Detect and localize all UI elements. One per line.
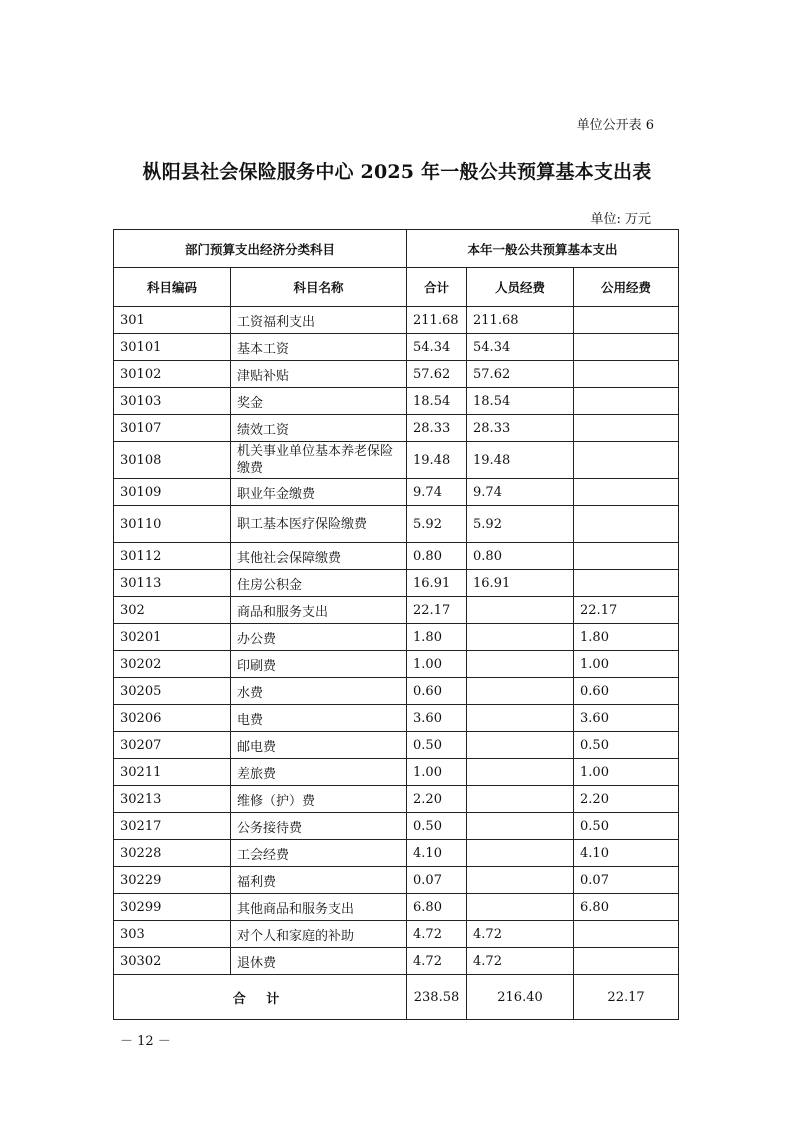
row-public-cell: 0.50	[574, 732, 679, 759]
row-total-cell: 16.91	[407, 570, 467, 597]
row-public-cell	[574, 948, 679, 975]
table-row	[114, 894, 679, 921]
table-row	[114, 813, 679, 840]
row-name-cell: 印刷费	[231, 651, 407, 678]
row-personnel-cell	[467, 705, 574, 732]
table-row	[114, 415, 679, 442]
row-public-cell: 2.20	[574, 786, 679, 813]
row-total-cell: 4.72	[407, 921, 467, 948]
row-code-cell: 30110	[114, 506, 231, 543]
budget-table	[113, 229, 679, 1020]
row-public-cell: 1.80	[574, 624, 679, 651]
row-public-cell	[574, 543, 679, 570]
row-public-cell: 0.07	[574, 867, 679, 894]
row-code-cell: 30229	[114, 867, 231, 894]
table-row	[114, 867, 679, 894]
row-personnel-cell	[467, 840, 574, 867]
table-row	[114, 334, 679, 361]
row-total-cell: 54.34	[407, 334, 467, 361]
row-code-cell: 30113	[114, 570, 231, 597]
column-header-personnel: 人员经费	[467, 268, 574, 307]
row-public-cell	[574, 307, 679, 334]
row-public-cell	[574, 388, 679, 415]
row-personnel-cell	[467, 894, 574, 921]
row-code-cell: 30102	[114, 361, 231, 388]
row-name-cell: 办公费	[231, 624, 407, 651]
row-personnel-cell	[467, 651, 574, 678]
row-public-cell	[574, 334, 679, 361]
row-total-cell: 57.62	[407, 361, 467, 388]
row-code-cell: 301	[114, 307, 231, 334]
row-code-cell: 30299	[114, 894, 231, 921]
row-public-cell	[574, 361, 679, 388]
row-code-cell: 303	[114, 921, 231, 948]
row-name-cell: 福利费	[231, 867, 407, 894]
row-public-cell: 4.10	[574, 840, 679, 867]
row-personnel-cell: 18.54	[467, 388, 574, 415]
table-row	[114, 624, 679, 651]
table-row	[114, 543, 679, 570]
row-public-cell	[574, 570, 679, 597]
row-personnel-cell: 4.72	[467, 921, 574, 948]
table-row	[114, 479, 679, 506]
row-code-cell: 30109	[114, 479, 231, 506]
row-total-cell: 0.60	[407, 678, 467, 705]
total-personnel-value: 216.40	[467, 975, 574, 1020]
row-total-cell: 1.80	[407, 624, 467, 651]
column-header-name: 科目名称	[231, 268, 407, 307]
table-row	[114, 759, 679, 786]
group-header-basic-expenditure: 本年一般公共预算基本支出	[407, 230, 679, 268]
row-name-cell: 职工基本医疗保险缴费	[231, 506, 407, 543]
table-row	[114, 442, 679, 479]
row-total-cell: 2.20	[407, 786, 467, 813]
row-personnel-cell	[467, 624, 574, 651]
table-row	[114, 786, 679, 813]
table-row	[114, 307, 679, 334]
row-name-cell: 差旅费	[231, 759, 407, 786]
row-name-cell: 工资福利支出	[231, 307, 407, 334]
row-total-cell: 9.74	[407, 479, 467, 506]
row-code-cell: 30217	[114, 813, 231, 840]
unit-label: 单位: 万元	[590, 212, 651, 227]
row-code-cell: 30213	[114, 786, 231, 813]
column-header-total: 合计	[407, 268, 467, 307]
row-personnel-cell	[467, 867, 574, 894]
row-code-cell: 30228	[114, 840, 231, 867]
row-personnel-cell	[467, 786, 574, 813]
row-personnel-cell: 9.74	[467, 479, 574, 506]
row-code-cell: 30201	[114, 624, 231, 651]
row-personnel-cell: 54.34	[467, 334, 574, 361]
row-name-cell: 其他社会保障缴费	[231, 543, 407, 570]
row-personnel-cell: 28.33	[467, 415, 574, 442]
table-row	[114, 732, 679, 759]
table-row	[114, 678, 679, 705]
row-total-cell: 28.33	[407, 415, 467, 442]
row-personnel-cell: 0.80	[467, 543, 574, 570]
row-total-cell: 0.80	[407, 543, 467, 570]
row-total-cell: 211.68	[407, 307, 467, 334]
row-personnel-cell: 5.92	[467, 506, 574, 543]
row-name-cell: 机关事业单位基本养老保险缴费	[231, 442, 407, 479]
table-row	[114, 840, 679, 867]
row-name-cell: 住房公积金	[231, 570, 407, 597]
row-personnel-cell: 4.72	[467, 948, 574, 975]
row-total-cell: 18.54	[407, 388, 467, 415]
row-name-cell: 基本工资	[231, 334, 407, 361]
row-name-cell: 电费	[231, 705, 407, 732]
row-personnel-cell	[467, 759, 574, 786]
row-name-cell: 退休费	[231, 948, 407, 975]
row-personnel-cell: 16.91	[467, 570, 574, 597]
table-row	[114, 570, 679, 597]
row-total-cell: 1.00	[407, 651, 467, 678]
row-personnel-cell: 211.68	[467, 307, 574, 334]
row-total-cell: 0.50	[407, 732, 467, 759]
row-name-cell: 公务接待费	[231, 813, 407, 840]
row-name-cell: 邮电费	[231, 732, 407, 759]
row-code-cell: 30206	[114, 705, 231, 732]
row-code-cell: 30211	[114, 759, 231, 786]
row-name-cell: 水费	[231, 678, 407, 705]
row-total-cell: 4.72	[407, 948, 467, 975]
row-code-cell: 302	[114, 597, 231, 624]
row-code-cell: 30205	[114, 678, 231, 705]
table-row	[114, 597, 679, 624]
row-personnel-cell	[467, 678, 574, 705]
row-code-cell: 30202	[114, 651, 231, 678]
row-total-cell: 5.92	[407, 506, 467, 543]
table-body	[114, 307, 679, 975]
row-public-cell	[574, 479, 679, 506]
row-code-cell: 30302	[114, 948, 231, 975]
row-name-cell: 职业年金缴费	[231, 479, 407, 506]
row-public-cell	[574, 506, 679, 543]
row-public-cell: 0.50	[574, 813, 679, 840]
row-total-cell: 0.50	[407, 813, 467, 840]
row-total-cell: 6.80	[407, 894, 467, 921]
row-total-cell: 19.48	[407, 442, 467, 479]
table-column-header-row	[114, 268, 679, 307]
row-name-cell: 津贴补贴	[231, 361, 407, 388]
total-public-value: 22.17	[574, 975, 679, 1020]
row-total-cell: 1.00	[407, 759, 467, 786]
row-code-cell: 30207	[114, 732, 231, 759]
row-public-cell	[574, 442, 679, 479]
row-total-cell: 22.17	[407, 597, 467, 624]
row-code-cell: 30112	[114, 543, 231, 570]
table-row	[114, 705, 679, 732]
row-public-cell: 22.17	[574, 597, 679, 624]
table-row	[114, 651, 679, 678]
row-personnel-cell	[467, 732, 574, 759]
row-public-cell: 6.80	[574, 894, 679, 921]
group-header-economic-class: 部门预算支出经济分类科目	[114, 230, 407, 268]
row-total-cell: 0.07	[407, 867, 467, 894]
row-code-cell: 30101	[114, 334, 231, 361]
table-row	[114, 921, 679, 948]
row-name-cell: 维修（护）费	[231, 786, 407, 813]
page-title: 枞阳县社会保险服务中心 2025 年一般公共预算基本支出表	[142, 161, 652, 183]
total-label: 合 计	[114, 975, 407, 1020]
table-row	[114, 361, 679, 388]
row-name-cell: 对个人和家庭的补助	[231, 921, 407, 948]
row-name-cell: 工会经费	[231, 840, 407, 867]
row-public-cell: 0.60	[574, 678, 679, 705]
row-name-cell: 其他商品和服务支出	[231, 894, 407, 921]
row-total-cell: 3.60	[407, 705, 467, 732]
row-name-cell: 商品和服务支出	[231, 597, 407, 624]
row-code-cell: 30103	[114, 388, 231, 415]
row-public-cell	[574, 415, 679, 442]
row-personnel-cell	[467, 813, 574, 840]
table-total-row	[114, 975, 679, 1020]
page-number: － 12 －	[120, 1034, 171, 1049]
row-name-cell: 绩效工资	[231, 415, 407, 442]
table-group-header-row	[114, 230, 679, 268]
row-code-cell: 30107	[114, 415, 231, 442]
row-personnel-cell: 57.62	[467, 361, 574, 388]
row-public-cell: 1.00	[574, 651, 679, 678]
table-row	[114, 948, 679, 975]
row-public-cell: 3.60	[574, 705, 679, 732]
column-header-public: 公用经费	[574, 268, 679, 307]
row-public-cell: 1.00	[574, 759, 679, 786]
row-total-cell: 4.10	[407, 840, 467, 867]
total-sum-value: 238.58	[407, 975, 467, 1020]
row-personnel-cell: 19.48	[467, 442, 574, 479]
row-code-cell: 30108	[114, 442, 231, 479]
row-personnel-cell	[467, 597, 574, 624]
table-row	[114, 388, 679, 415]
column-header-code: 科目编码	[114, 268, 231, 307]
table-number-tag: 单位公开表 6	[576, 118, 654, 133]
row-public-cell	[574, 921, 679, 948]
table-row	[114, 506, 679, 543]
row-name-cell: 奖金	[231, 388, 407, 415]
